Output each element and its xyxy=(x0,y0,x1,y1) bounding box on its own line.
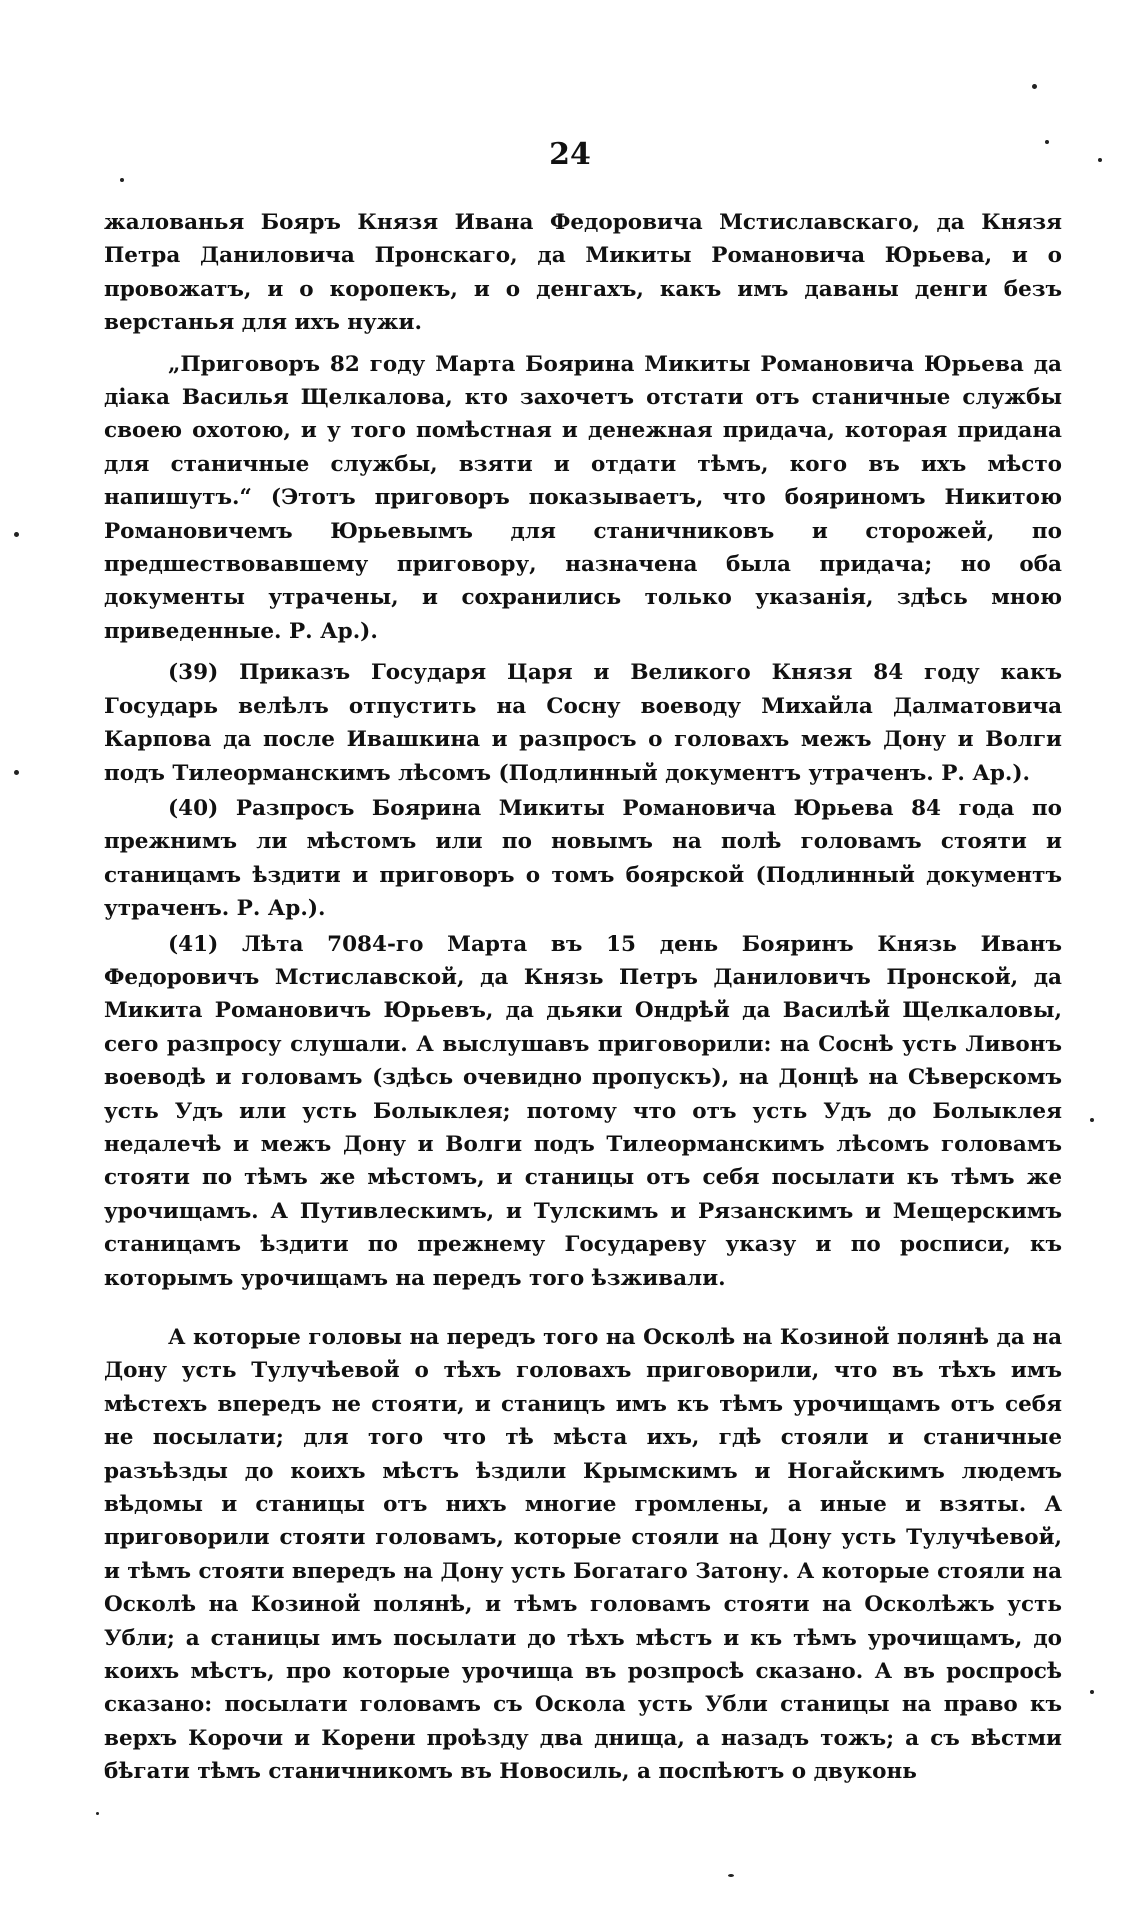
paragraph-40: (40) Разпросъ Боярина Микиты Романовича Юрьева 84 года по прежнимъ ли мѣстомъ или по новымъ на полѣ головамъ стояти и станицамъ ѣздити и приговоръ о томъ боярской (Подлинный документъ утраченъ. Р. Ар.). xyxy=(104,795,1062,922)
scan-speck xyxy=(120,178,124,182)
paragraph-41: (41) Лѣта 7084-го Марта въ 15 день Бояринъ Князь Иванъ Федоровичъ Мстиславской, да Князь Петръ Даниловичъ Пронской, да Микита Романовичъ Юрьевъ, да дьяки Ондрѣй да Василѣй Щелкаловы, сего разпросу слушали. А выслушавъ приговорили: на Соснѣ усть Ливонъ воеводѣ и головамъ (здѣсь очевидно пропускъ), на Донцѣ на Сѣверскомъ усть Удъ или усть Болыклея; потому что отъ усть Удъ до Болыклея недалечѣ и межъ Дону и Волги подъ Тилеорманскимъ лѣсомъ головамъ стояти по тѣмъ же мѣстомъ, и станицы отъ себя посылати къ тѣмъ же урочищамъ. А Путивлескимъ, и Тулскимъ и Рязанскимъ и Мещерскимъ станицамъ ѣздити по прежнему Государеву указу и по росписи, къ которымъ урочищамъ на передъ того ѣзживали. xyxy=(104,931,1062,1291)
page-number: 24 xyxy=(549,137,591,172)
scan-speck xyxy=(96,1812,99,1815)
paragraph-intro: жалованья Бояръ Князя Ивана Федоровича Мстиславскаго, да Князя Петра Даниловича Пронскаго, да Микиты Романовича Юрьева, и о провожатъ, и о коропекъ, и о денгахъ, какъ имъ даваны денги безъ верстанья для ихъ нужи. xyxy=(104,210,1062,336)
paragraph-verdict-82: „Приговоръ 82 году Марта Боярина Микиты Романовича Юрьева да діака Василья Щелкалова, кто захочетъ отстати отъ станичные службы своею охотою, и у того помѣстная и денежная придача, которая придана для станичные службы, взяти и отдати тѣмъ, кого въ ихъ мѣсто напишутъ.“ (Этотъ приговоръ показываетъ, что бояриномъ Никитою Романовичемъ Юрьевымъ для станичниковъ и сторожей, по предшествовавшему приговору, назначена была придача; но оба документы утрачены, и сохранились только указанія, здѣсь мною приведенные. Р. Ар.). xyxy=(104,351,1062,644)
scan-speck xyxy=(1032,84,1037,89)
scan-speck xyxy=(1098,158,1102,162)
scan-speck xyxy=(728,1874,734,1877)
scan-speck xyxy=(14,532,19,537)
document-body xyxy=(104,206,1062,1789)
scan-speck xyxy=(14,770,19,775)
scan-speck xyxy=(1090,1118,1094,1122)
paragraph-heads: А которые головы на передъ того на Осколѣ на Козиной полянѣ да на Дону усть Тулучѣевой о тѣхъ головахъ приговорили, что въ тѣхъ имъ мѣстехъ впередъ не стояти, и станицъ имъ къ тѣмъ урочищамъ отъ себя не посылати; для того что тѣ мѣста ихъ, гдѣ стояли и станичные разъѣзды до коихъ мѣстъ ѣздили Крымскимъ и Ногайскимъ людемъ вѣдомы и станицы отъ нихъ многие громлены, а иные и взяты. А приговорили стояти головамъ, которые стояли на Дону усть Тулучѣевой, и тѣмъ стояти впередъ на Дону усть Богатаго Затону. А которые стояли на Осколѣ на Козиной полянѣ, и тѣмъ головамъ стояти на Осколѣжъ усть Убли; а станицы имъ посылати до тѣхъ мѣстъ и къ тѣмъ урочищамъ, до коихъ мѣстъ, про которые урочища въ розпросѣ сказано. А въ роспросѣ сказано: посылати головамъ съ Оскола усть Убли станицы на право къ верхъ Корочи и Корени проѣзду два днища, а назадъ тожъ; а съ вѣстми бѣгати тѣмъ станичникомъ въ Новосиль, а поспѣютъ о двуконь xyxy=(104,1325,1062,1785)
scan-speck xyxy=(1090,1690,1094,1694)
scan-speck xyxy=(1045,140,1049,144)
paragraph-39: (39) Приказъ Государя Царя и Великого Князя 84 году какъ Государь велѣлъ отпустить на Сосну воеводу Михайла Далматовича Карпова да после Ивашкина и разпросъ о головахъ межъ Дону и Волги подъ Тилеорманскимъ лѣсомъ (Подлинный документъ утраченъ. Р. Ар.). xyxy=(104,660,1062,786)
